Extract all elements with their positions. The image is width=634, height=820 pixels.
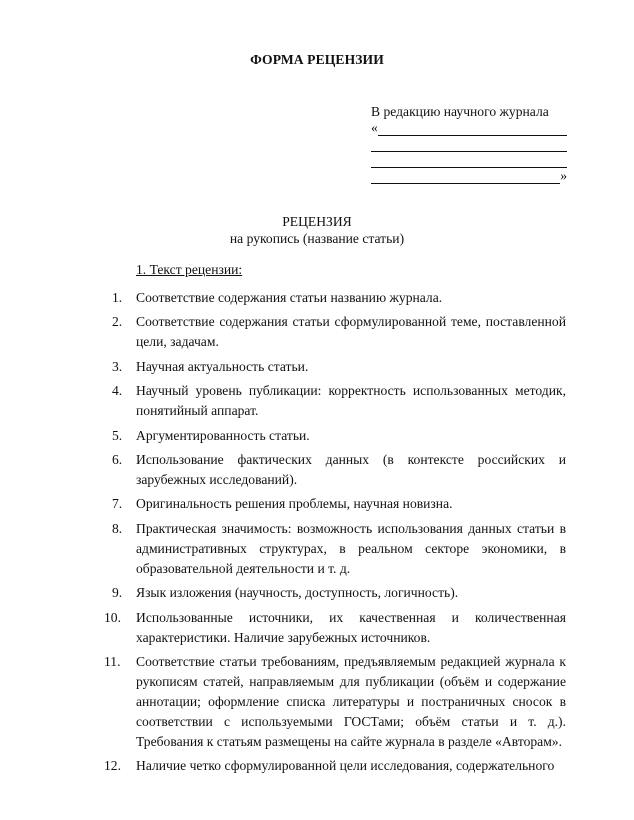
list-item-number: 6. (112, 451, 123, 467)
quote-close: » (560, 168, 567, 183)
addressee-line-4 (371, 152, 567, 168)
list-item (92, 312, 566, 352)
section-heading: 1. Текст рецензии: (136, 262, 243, 277)
list-item-text: Использование фактических данных (в контексте российских и зарубежных исследований). (136, 451, 566, 487)
list-item-number: 3. (112, 358, 123, 374)
form-title: ФОРМА РЕЦЕНЗИИ (250, 52, 384, 67)
list-item-text: Аргументированность статьи. (136, 427, 310, 443)
list-item (92, 450, 566, 490)
addressee-text: В редакцию научного журнала (371, 104, 549, 119)
list-item-number: 5. (112, 427, 123, 443)
list-item-number: 4. (112, 383, 123, 399)
blank-line (371, 171, 560, 184)
list-item (92, 519, 566, 579)
list-item (92, 288, 566, 308)
list-item (92, 756, 566, 776)
list-item-text: Соответствие статьи требованиям, предъявляемым редакцией журнала к рукописям статей, направляемым для публикации (объём и содержание аннотации; оформление списка литературы и постраничных сносок в соответствии с используемыми ГОСТами; объём статьи и т. д.). Требования к статьям размещены на сайте журнала в разделе «Авторам». (136, 653, 566, 749)
list-item-text: Язык изложения (научность, доступность, логичность). (136, 585, 459, 601)
blank-line (371, 139, 567, 152)
blank-line (371, 155, 567, 168)
addressee-line-2 (371, 120, 567, 136)
list-item-text: Наличие четко сформулированной цели исследования, содержательного (136, 758, 555, 774)
list-item-number: 11. (104, 653, 121, 669)
list-item-number: 7. (112, 496, 123, 512)
review-title: РЕЦЕНЗИЯ (282, 214, 352, 229)
list-item-number: 12. (104, 758, 121, 774)
review-heading (0, 213, 634, 247)
blank-line (378, 123, 567, 136)
list-item (92, 426, 566, 446)
list-item (92, 381, 566, 421)
list-item-text: Практическая значимость: возможность использования данных статьи в административных структурах, в реальном секторе экономики, в образовательной деятельности и т. д. (136, 520, 566, 576)
list-item-number: 2. (112, 314, 123, 330)
list-item (92, 583, 566, 603)
list-item (92, 357, 566, 377)
addressee-line-1 (371, 104, 567, 120)
list-item (92, 494, 566, 514)
list-item-text: Научный уровень публикации: корректность использованных методик, понятийный аппарат. (136, 383, 566, 419)
list-item-text: Соответствие содержания статьи названию журнала. (136, 290, 443, 305)
quote-open: « (371, 120, 378, 135)
review-subtitle: на рукопись (название статьи) (229, 231, 405, 246)
criteria-list (92, 288, 566, 781)
list-item-number: 10. (104, 609, 121, 625)
list-item-text: Соответствие содержания статьи сформулированной теме, поставленной цели, задачам. (136, 314, 566, 350)
list-item-text: Использованные источники, их качественная и количественная характеристики. Наличие зарубежных источников. (136, 609, 566, 645)
list-item-number: 9. (112, 585, 123, 601)
list-item-text: Научная актуальность статьи. (136, 358, 309, 374)
list-item (92, 652, 566, 752)
addressee-block (371, 104, 567, 184)
list-item-number: 8. (112, 520, 123, 536)
list-item-text: Оригинальность решения проблемы, научная новизна. (136, 496, 453, 512)
addressee-line-5 (371, 168, 567, 184)
list-item (92, 608, 566, 648)
list-item-number: 1. (112, 290, 123, 305)
addressee-line-3 (371, 136, 567, 152)
